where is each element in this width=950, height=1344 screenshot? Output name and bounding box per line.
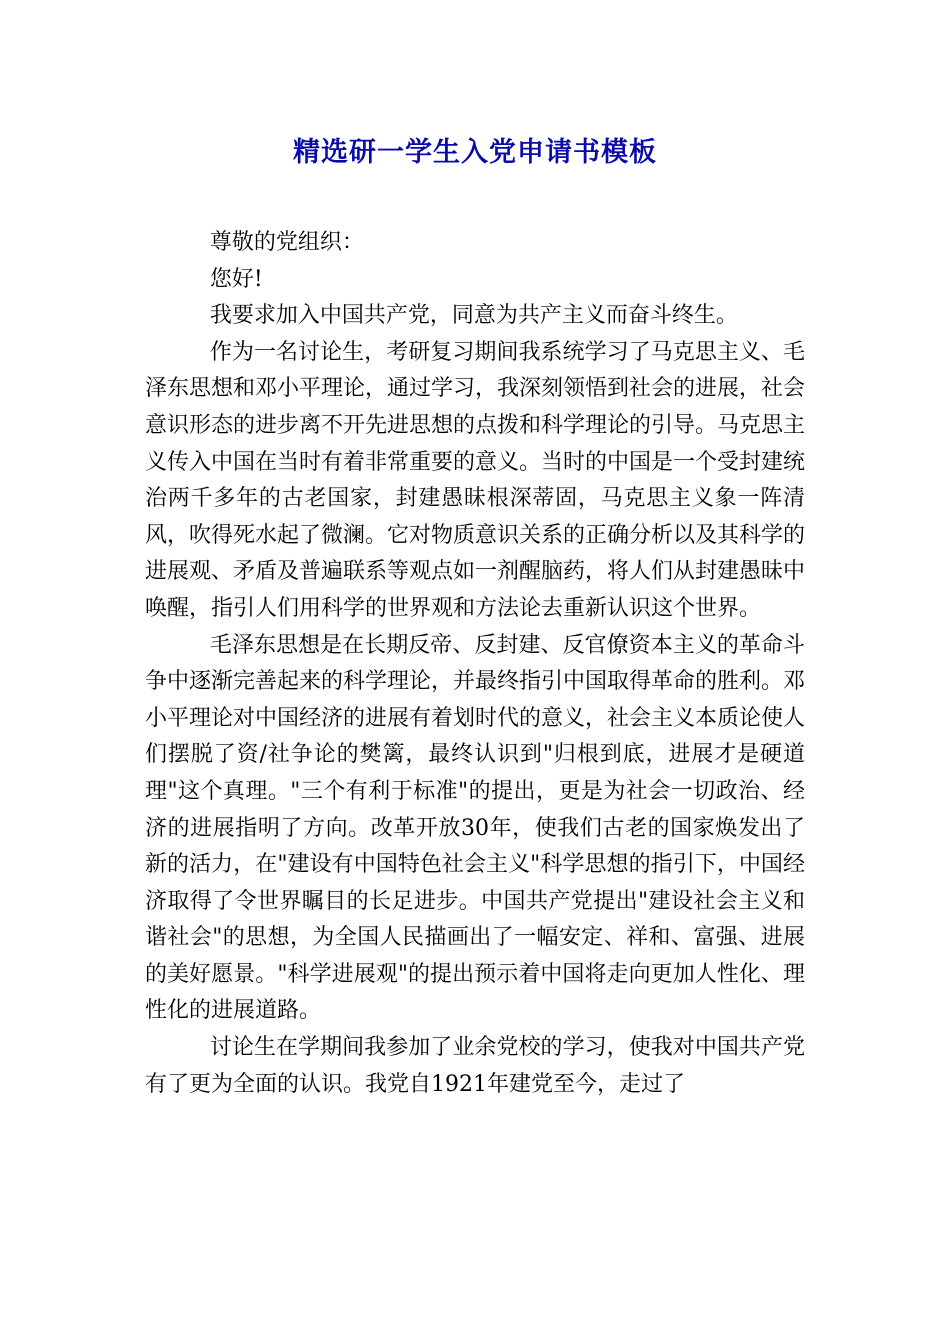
salutation: 尊敬的党组织：	[209, 230, 364, 255]
greeting: 您好!	[209, 266, 263, 292]
document-title: 精选研一学生入党申请书模板	[293, 137, 657, 168]
body-paragraph: 毛泽东思想是在长期反帝、反封建、反官僚资本主义的革命斗争中逐渐完善起来的科学理论，并最终指引中国取得革命的胜利。邓小平理论对中国经济的进展有着划时代的意义，社会主义本质论使人们摆脱了资/社争论的樊篱，最终认识到"归根到底，进展才是硬道理"这个真理。"三个有利于标准"的提出，更是为社会一切政治、经济的进展指明了方向。改革开放30年，使我们古老的国家焕发出了新的活力，在"建设有中国特色社会主义"科学思想的指引下，中国经济取得了令世界瞩目的长足进步。中国共产党提出"建设社会主义和谐社会"的思想，为全国人民描画出了一幅安定、祥和、富强、进展的美好愿景。"科学进展观"的提出预示着中国将走向更加人性化、理性化的进展道路。	[145, 632, 806, 1024]
document-body	[145, 225, 805, 1103]
body-paragraph: 讨论生在学期间我参加了业余党校的学习，使我对中国共产党有了更为全面的认识。我党自1921年建党至今，走过了	[145, 1035, 805, 1097]
body-paragraph: 作为一名讨论生，考研复习期间我系统学习了马克思主义、毛泽东思想和邓小平理论，通过学习，我深刻领悟到社会的进展，社会意识形态的进步离不开先进思想的点拨和科学理论的引导。马克思主义传入中国在当时有着非常重要的意义。当时的中国是一个受封建统治两千多年的古老国家，封建愚昧根深蒂固，马克思主义象一阵清风，吹得死水起了微澜。它对物质意识关系的正确分析以及其科学的进展观、矛盾及普遍联系等观点如一剂醒脑药，将人们从封建愚昧中唤醒，指引人们用科学的世界观和方法论去重新认识这个世界。	[145, 339, 806, 621]
body-paragraph: 我要求加入中国共产党，同意为共产主义而奋斗终生。	[209, 303, 738, 329]
